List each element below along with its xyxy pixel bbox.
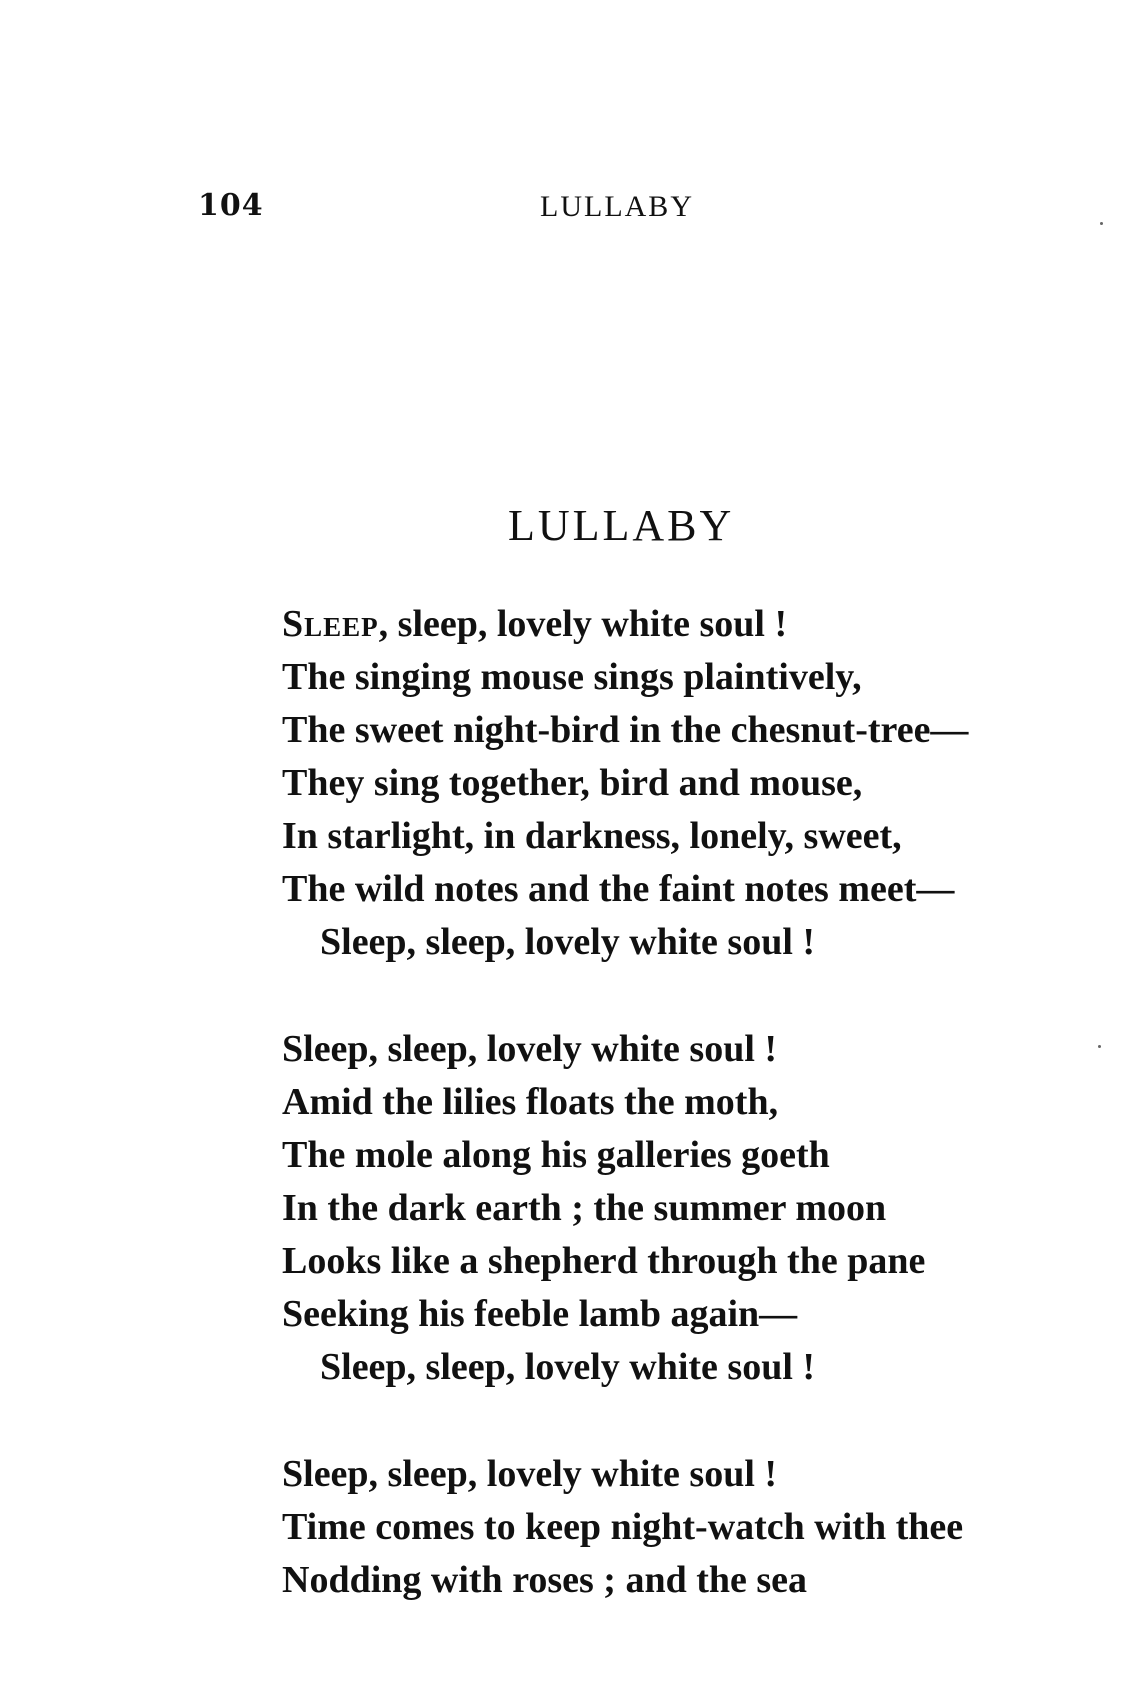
stanza-3 [282,1448,968,1607]
poem-line: Seeking his feeble lamb again— [282,1293,798,1335]
poem-line: They sing together, bird and mouse, [282,762,863,804]
page-number: 104 [198,188,264,223]
stanza-2 [282,1023,968,1394]
poem-line: Sleep, sleep, lovely white soul ! [282,1453,778,1495]
poem-line: In the dark earth ; the summer moon [282,1187,887,1229]
line-rest: , sleep, lovely white soul ! [378,603,788,645]
poem-line: Sleep, sleep, lovely white soul ! [282,1028,778,1070]
drop-word: Sleep [282,603,379,645]
poem-line: Amid the lilies floats the moth, [282,1081,779,1123]
running-head [0,188,1121,228]
poem-line: The singing mouse sings plaintively, [282,656,862,698]
paper-speck [1098,1045,1101,1048]
poem-line: Nodding with roses ; and the sea [282,1559,808,1601]
poem-body [282,598,968,1661]
poem-line: In starlight, in darkness, lonely, sweet, [282,815,902,857]
refrain-line: Sleep, sleep, lovely white soul ! [320,1346,816,1388]
poem-line: The mole along his galleries goeth [282,1134,830,1176]
poem-title: LULLABY [508,501,735,550]
poem-line: The sweet night-bird in the chesnut-tree— [282,709,969,751]
paper-speck [1100,222,1103,225]
poem-line: Looks like a shepherd through the pane [282,1240,926,1282]
refrain-line: Sleep, sleep, lovely white soul ! [320,921,816,963]
stanza-1 [282,598,968,969]
poem-line: Time comes to keep night-watch with thee [282,1506,964,1548]
poem-line [282,598,968,651]
running-title: LULLABY [540,190,694,223]
poem-line: The wild notes and the faint notes meet— [282,868,955,910]
